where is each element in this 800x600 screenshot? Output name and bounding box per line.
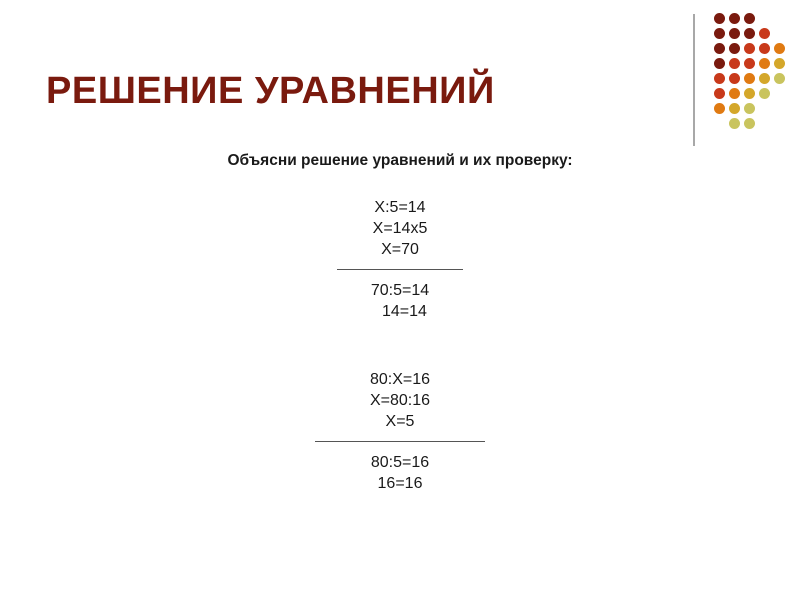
decor-dot [759, 88, 770, 99]
decor-dot [744, 118, 755, 129]
equation-line: X=80:16 [369, 392, 431, 409]
equation-block-1 [0, 197, 800, 322]
equation-line: 80:X=16 [369, 371, 431, 388]
decor-dot [774, 73, 785, 84]
decor-dot [714, 13, 725, 24]
decor-dot [729, 73, 740, 84]
decor-dot [744, 28, 755, 39]
decor-dot [774, 58, 785, 69]
decor-dot [714, 103, 725, 114]
decor-dot [729, 43, 740, 54]
separator-line [315, 441, 485, 442]
check-line: 16=16 [377, 475, 423, 492]
slide-title: РЕШЕНИЕ УРАВНЕНИЙ [46, 70, 495, 112]
decor-dot [744, 73, 755, 84]
decorative-divider [693, 14, 695, 146]
equation-block-2 [0, 369, 800, 494]
decor-dot [729, 118, 740, 129]
decor-dot [714, 28, 725, 39]
decor-dot [744, 103, 755, 114]
decor-dot [744, 43, 755, 54]
decor-dot [729, 88, 740, 99]
decor-dot [774, 43, 785, 54]
check-line: 80:5=16 [370, 454, 430, 471]
decor-dot [729, 58, 740, 69]
equation-line: X=14х5 [372, 220, 428, 237]
decor-dot [759, 58, 770, 69]
equation-line: X=5 [385, 413, 415, 430]
decor-dot [714, 58, 725, 69]
decor-dot [714, 88, 725, 99]
equation-line: X=70 [381, 241, 419, 258]
separator-line [337, 269, 463, 270]
slide-body [0, 152, 800, 494]
decor-dot [729, 28, 740, 39]
decor-dot [729, 103, 740, 114]
decor-dot [714, 73, 725, 84]
decor-dot [759, 28, 770, 39]
decor-dot [744, 13, 755, 24]
decor-dot [744, 88, 755, 99]
decorative-dot-grid [700, 8, 790, 138]
decor-dot [714, 43, 725, 54]
decor-dot [759, 73, 770, 84]
check-line: 70:5=14 [370, 282, 430, 299]
slide-subtitle: Объясни решение уравнений и их проверку: [227, 152, 573, 169]
check-line: 14=14 [373, 303, 427, 320]
equation-line: X:5=14 [374, 199, 426, 216]
decor-dot [729, 13, 740, 24]
decor-dot [759, 43, 770, 54]
decor-dot [744, 58, 755, 69]
